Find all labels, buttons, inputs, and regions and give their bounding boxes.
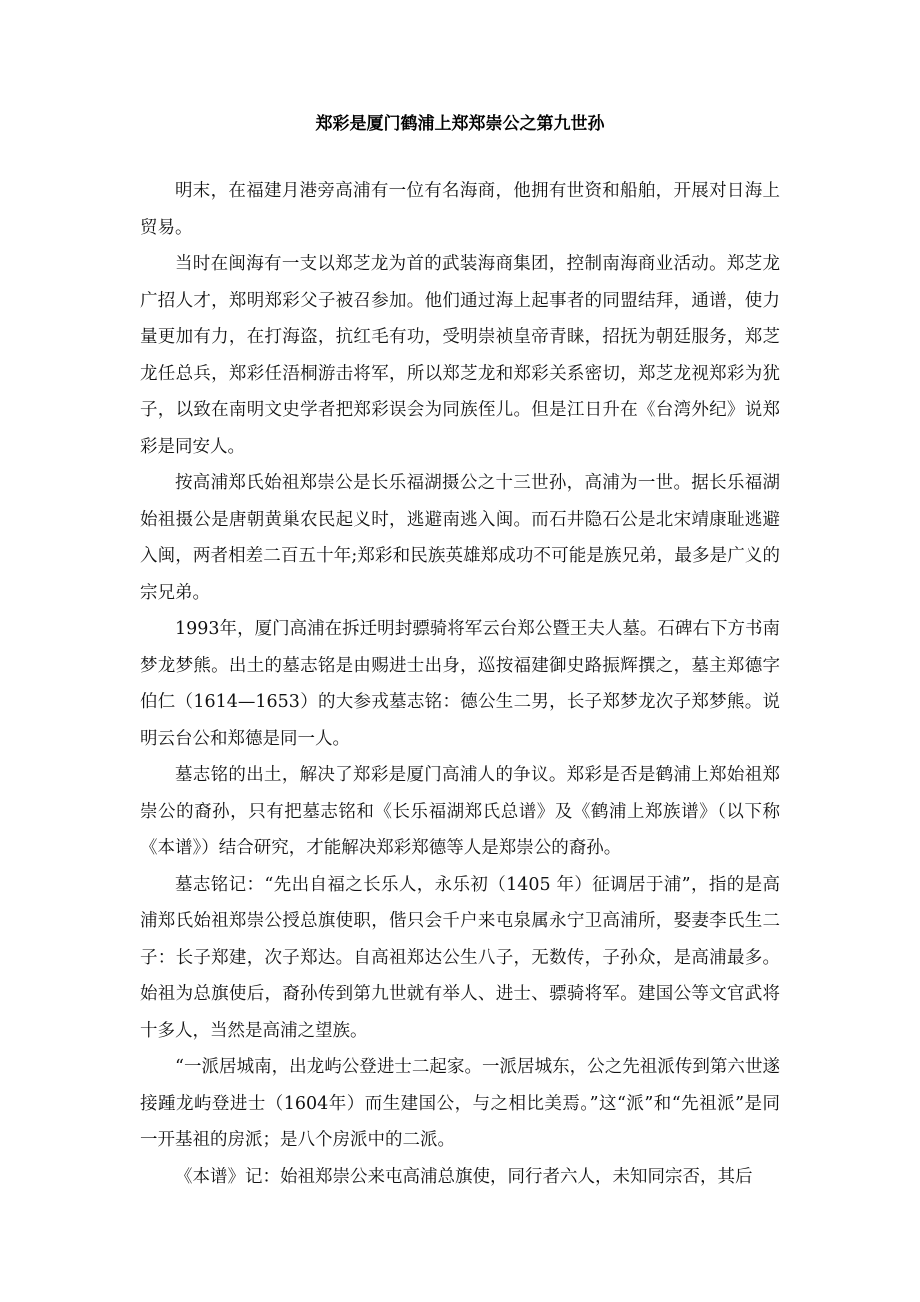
paragraph-2: 当时在闽海有一支以郑芝龙为首的武装海商集团，控制南海商业活动。郑芝龙广招人才，郑明郑彩父子被召参加。他们通过海上起事者的同盟结拜，通谱，使力量更加有力，在打海盗，抗红毛有功，受明崇祯皇帝青睐，招抚为朝廷服务，郑芝龙任总兵，郑彩任浯桐游击将军，所以郑芝龙和郑彩关系密切，郑芝龙视郑彩为犹子，以致在南明文史学者把郑彩误会为同族侄儿。但是江日升在《台湾外纪》说郑彩是同安人。: [140, 254, 780, 457]
paragraph-1: 明末，在福建月港旁高浦有一位有名海商，他拥有世资和船舶，开展对日海上贸易。: [140, 181, 780, 238]
paragraph-4: 1993年，厦门高浦在拆迁明封骠骑将军云台郑公暨王夫人墓。石碑右下方书南梦龙梦熊。出土的墓志铭是由赐进士出身，巡按福建御史路振辉撰之，墓主郑德字伯仁（1614—1653）的大参戎墓志铭：德公生二男，长子郑梦龙次子郑梦熊。说明云台公和郑德是同一人。: [140, 619, 780, 749]
paragraph-7: “一派居城南，出龙屿公登进士二起家。一派居城东，公之先祖派传到第六世遂接踵龙屿登进士（1604年）而生建国公，与之相比美焉。”这“派”和“先祖派”是同一开基祖的房派；是八个房派中的二派。: [140, 1057, 780, 1150]
document-title: 郑彩是厦门鹤浦上郑郑崇公之第九世孙: [315, 114, 605, 134]
paragraph-6: 墓志铭记：“先出自福之长乐人，永乐初（1405 年）征调居于浦”，指的是高浦郑氏始祖郑崇公授总旗使职，偕只会千户来屯泉属永宁卫高浦所，娶妻李氏生二子：长子郑建，次子郑达。自高祖郑达公生八子，无数传，子孙众，是高浦最多。始祖为总旗使后，裔孙传到第九世就有举人、进士、骠骑将军。建国公等文官武将十多人，当然是高浦之望族。: [140, 874, 780, 1041]
document-body: [140, 173, 780, 1195]
paragraph-5: 墓志铭的出土，解决了郑彩是厦门高浦人的争议。郑彩是否是鹤浦上郑始祖郑崇公的裔孙，只有把墓志铭和《长乐福湖郑氏总谱》及《鹤浦上郑族谱》（以下称《本谱》）结合研究，才能解决郑彩郑德等人是郑崇公的裔孙。: [140, 765, 780, 858]
paragraph-8: 《本谱》记：始祖郑崇公来屯高浦总旗使，同行者六人，未知同宗否，其后: [175, 1166, 753, 1187]
paragraph-3: 按高浦郑氏始祖郑崇公是长乐福湖摄公之十三世孙，高浦为一世。据长乐福湖始祖摄公是唐朝黄巢农民起义时，逃避南逃入闽。而石井隐石公是北宋靖康耻逃避入闽，两者相差二百五十年;郑彩和民族英雄郑成功不可能是族兄弟，最多是广义的宗兄弟。: [140, 473, 780, 603]
